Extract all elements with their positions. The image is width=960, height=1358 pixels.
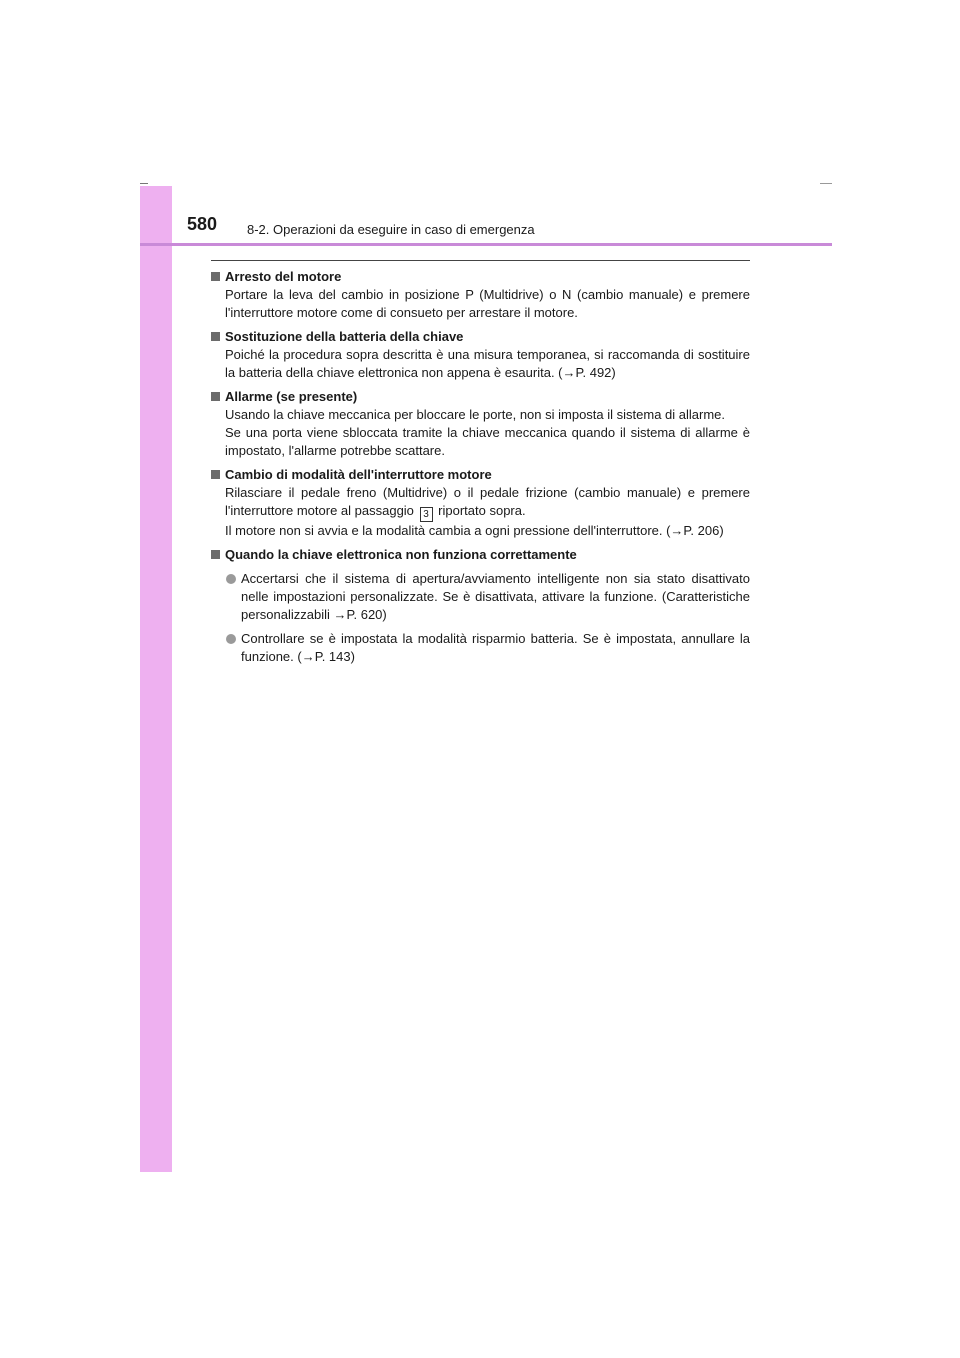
round-bullet-icon <box>226 634 236 644</box>
list-item: Accertarsi che il sistema di apertura/avviamento intelligente non sia stato disattivato nelle impostazioni personalizzate. Se è disattivata, attivare la funzione. (Caratteristiche personalizzabili →P. 620) <box>211 570 750 624</box>
section-alarm <box>211 388 750 460</box>
section-key-malfunction <box>211 546 750 666</box>
square-bullet-icon <box>211 470 220 479</box>
round-bullet-icon <box>226 574 236 584</box>
paragraph: Usando la chiave meccanica per bloccare le porte, non si imposta il sistema di allarme. <box>225 407 726 422</box>
paragraph: Se una porta viene sbloccata tramite la chiave meccanica quando il sistema di allarme è impostato, l'allarme potrebbe scattare. <box>225 425 750 458</box>
square-bullet-icon <box>211 392 220 401</box>
section-heading: Allarme (se presente) <box>211 388 750 406</box>
paragraph: Il motore non si avvia e la modalità cambia a ogni pressione dell'interruttore. (→P. 206) <box>225 523 724 538</box>
paragraph: Portare la leva del cambio in posizione P (Multidrive) o N (cambio manuale) e premere l'interruttore motore come di consueto per arrestare il motore. <box>225 287 750 320</box>
crop-mark-left <box>140 183 148 184</box>
content-body <box>211 268 750 672</box>
section-heading: Arresto del motore <box>211 268 750 286</box>
content-top-rule <box>211 260 750 261</box>
square-bullet-icon <box>211 332 220 341</box>
section-heading: Quando la chiave elettronica non funziona correttamente <box>211 546 750 564</box>
step-number-box: 3 <box>420 507 433 522</box>
square-bullet-icon <box>211 272 220 281</box>
square-bullet-icon <box>211 550 220 559</box>
section-heading: Sostituzione della batteria della chiave <box>211 328 750 346</box>
page-number: 580 <box>187 214 218 234</box>
list-item: Controllare se è impostata la modalità risparmio batteria. Se è impostata, annullare la funzione. (→P. 143) <box>211 630 750 666</box>
chapter-sidebar-tab <box>140 186 172 1172</box>
paragraph: Rilasciare il pedale freno (Multidrive) o il pedale frizione (cambio manuale) e premere l'interruttore motore al passaggio 3 riportato sopra. <box>225 485 750 520</box>
paragraph: Poiché la procedura sopra descritta è una misura temporanea, si raccomanda di sostituire la batteria della chiave elettronica non appena è esaurita. (→P. 492) <box>225 347 750 380</box>
section-engine-stop <box>211 268 750 322</box>
section-heading: Cambio di modalità dell'interruttore motore <box>211 466 750 484</box>
section-title: 8-2. Operazioni da eseguire in caso di emergenza <box>247 222 535 237</box>
header-rule <box>140 243 832 246</box>
crop-mark-right <box>820 183 832 184</box>
section-engine-switch-mode <box>211 466 750 540</box>
section-key-battery <box>211 328 750 382</box>
